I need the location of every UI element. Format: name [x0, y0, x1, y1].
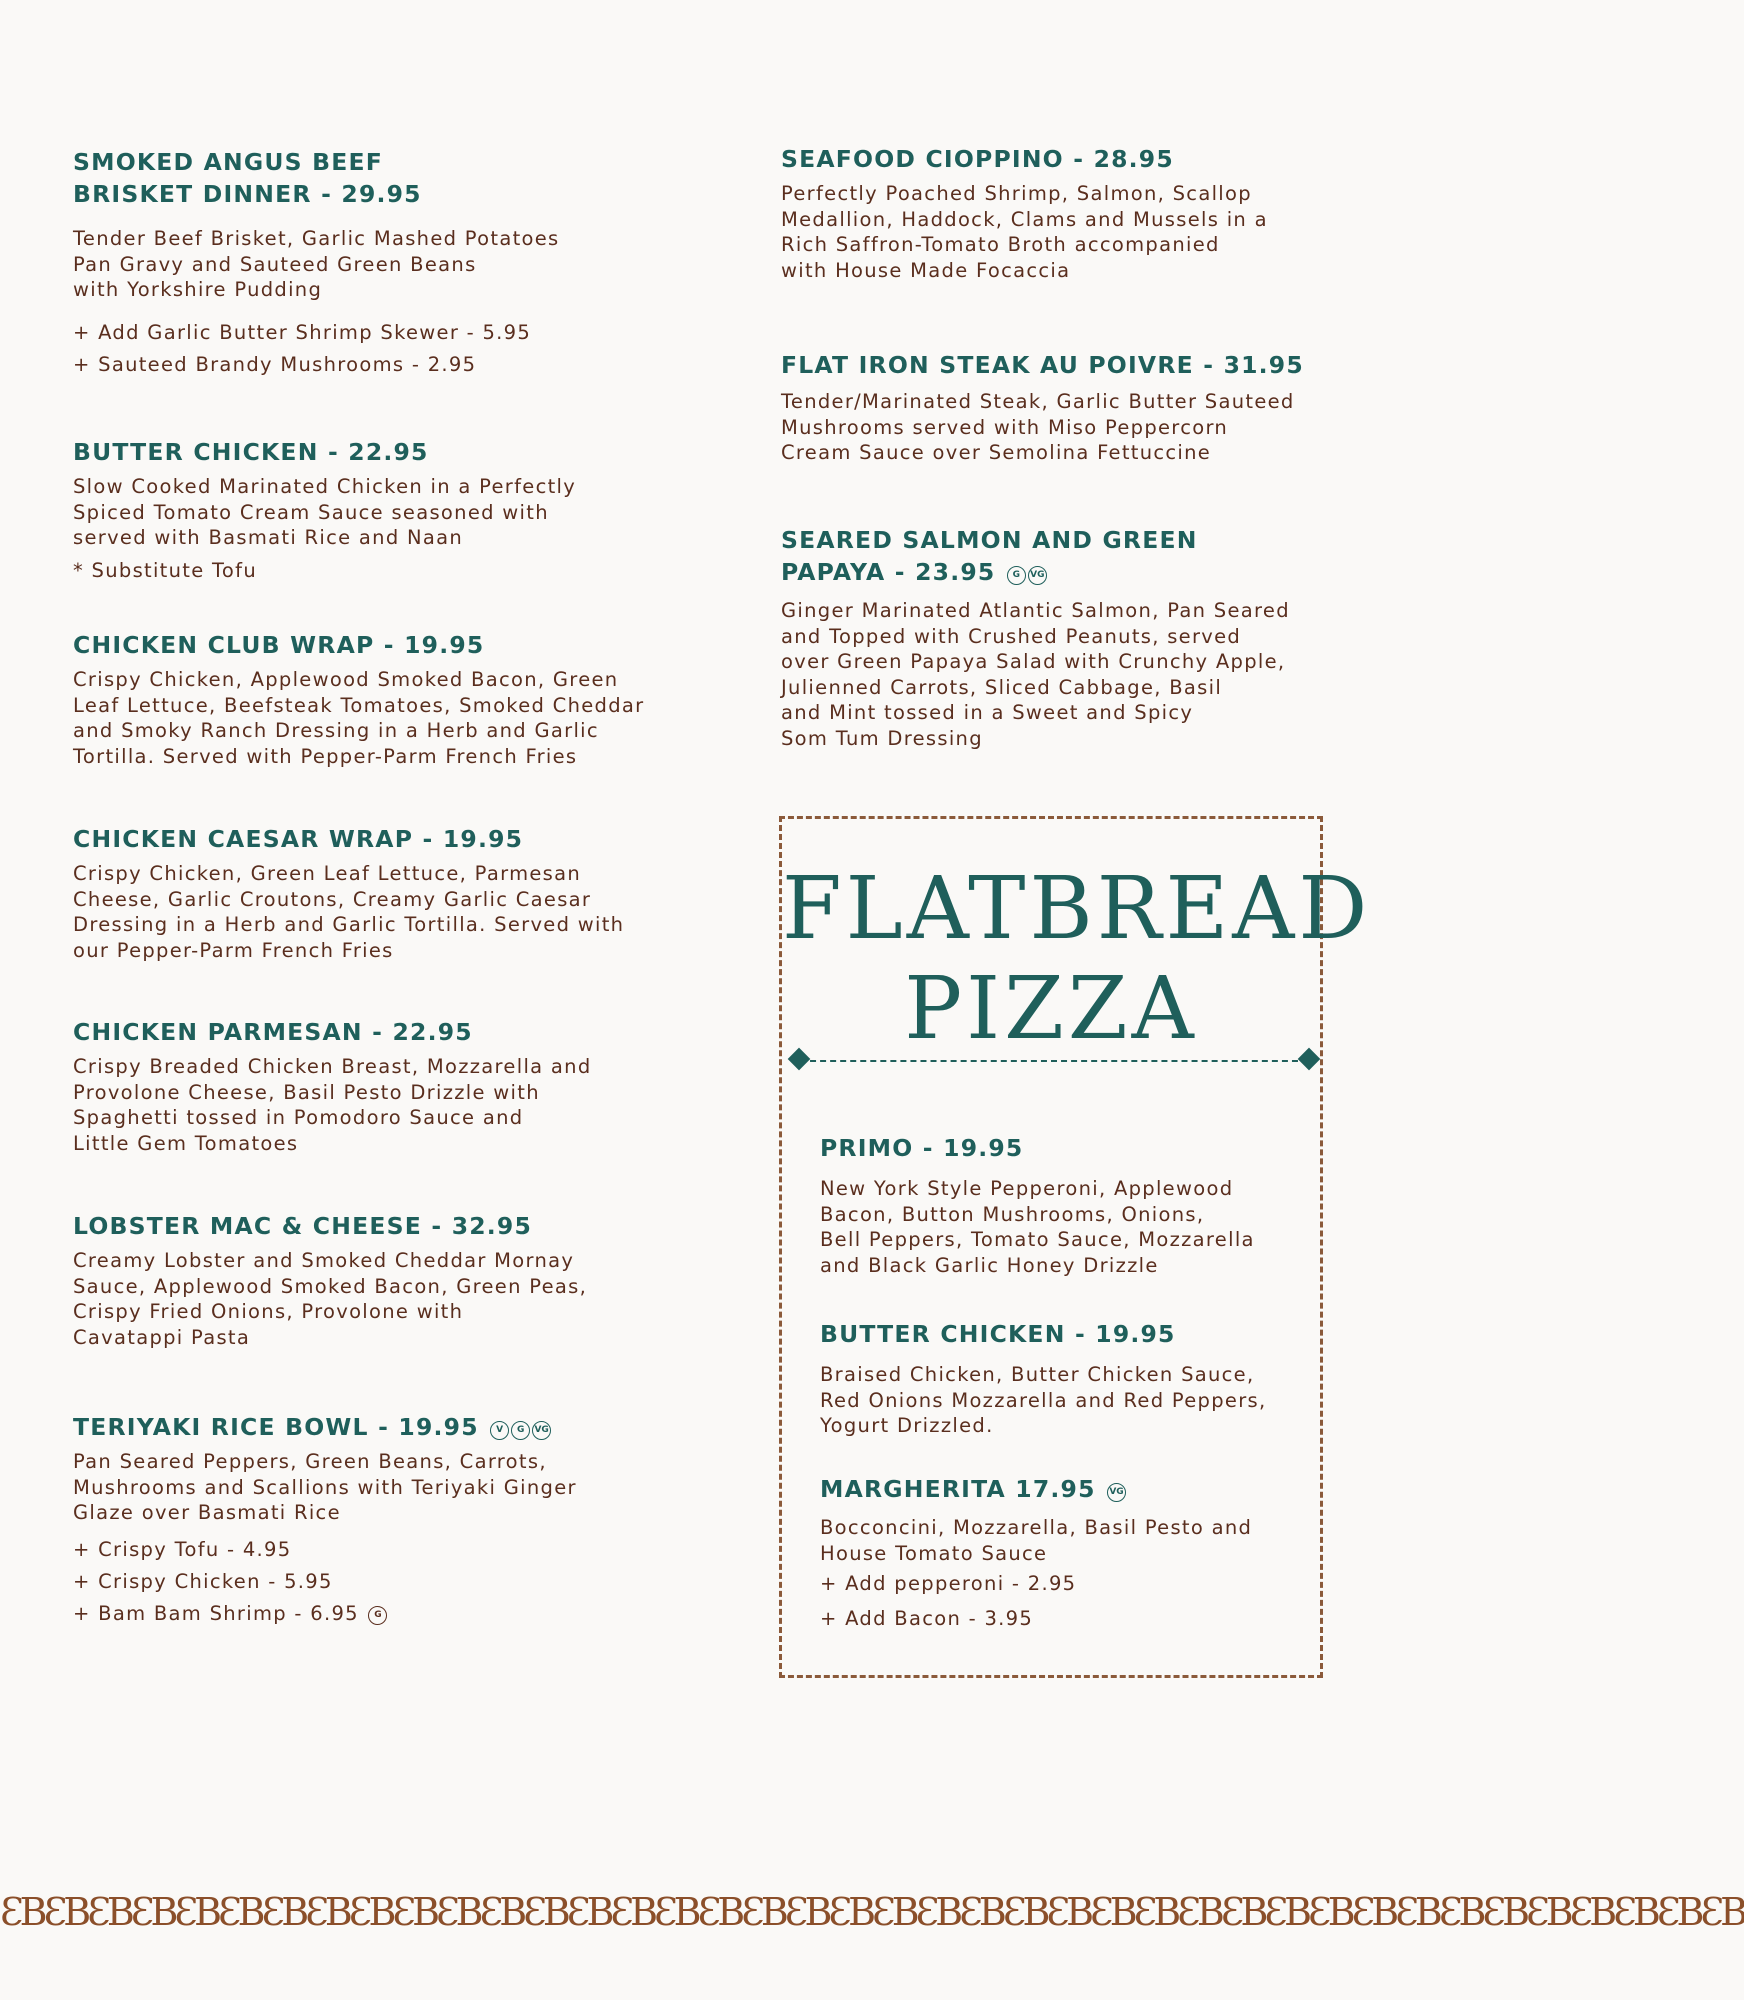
desc-line: Slow Cooked Marinated Chicken in a Perfectly [73, 475, 577, 498]
desc-line: Crispy Chicken, Green Leaf Lettuce, Parmesan [73, 862, 582, 885]
desc-line: Leaf Lettuce, Beefsteak Tomatoes, Smoked Cheddar [73, 693, 645, 717]
vegetarian-icon: V [490, 1421, 509, 1440]
desc-line: Tender Beef Brisket, Garlic Mashed Potatoes [73, 227, 560, 250]
desc-line: Yogurt Drizzled. [820, 1414, 994, 1437]
item-description [73, 667, 693, 769]
heading-line: PIZZA [904, 959, 1198, 1059]
desc-line: Spiced Tomato Cream Sauce seasoned with [73, 500, 549, 524]
item-title: CHICKEN PARMESAN - 22.95 [73, 1018, 473, 1046]
item-addons [73, 1534, 693, 1630]
desc-line: Little Gem Tomatoes [73, 1131, 299, 1155]
item-title: BUTTER CHICKEN - 22.95 [73, 438, 429, 466]
title-line: BRISKET DINNER - 29.95 [73, 180, 422, 208]
pizza-item-butter-chicken [820, 1318, 1300, 1439]
menu-item-chicken-club-wrap [73, 629, 693, 769]
desc-line: Mushrooms served with Miso Peppercorn [781, 415, 1229, 439]
item-addons [820, 1568, 1300, 1635]
desc-line: Crispy Chicken, Applewood Smoked Bacon, Green [73, 668, 619, 691]
addon-line: + Sauteed Brandy Mushrooms - 2.95 [73, 352, 477, 376]
menu-item-teriyaki-bowl [73, 1411, 693, 1630]
item-description [781, 181, 1321, 283]
gluten-free-icon: G [1007, 566, 1026, 585]
menu-item-seafood-cioppino [781, 143, 1321, 283]
title-text: TERIYAKI RICE BOWL - 19.95 [73, 1413, 479, 1441]
item-title: SEAFOOD CIOPPINO - 28.95 [781, 145, 1174, 173]
desc-line: and Smoky Ranch Dressing in a Herb and Garlic [73, 719, 599, 742]
item-description [820, 1176, 1300, 1278]
item-title: PRIMO - 19.95 [820, 1134, 1024, 1162]
item-description [820, 1515, 1300, 1566]
desc-line: Provolone Cheese, Basil Pesto Drizzle with [73, 1080, 540, 1104]
desc-line: Rich Saffron-Tomato Broth accompanied [781, 233, 1220, 256]
desc-line: Crispy Fried Onions, Provolone with [73, 1300, 464, 1323]
dashed-divider [800, 1060, 1308, 1062]
item-title: BUTTER CHICKEN - 19.95 [820, 1320, 1176, 1348]
heading-line: FLATBREAD [782, 859, 1372, 959]
item-title: FLAT IRON STEAK AU POIVRE - 31.95 [781, 351, 1304, 379]
item-description [73, 1248, 693, 1350]
desc-line: Tender/Marinated Steak, Garlic Butter Sauteed [781, 390, 1295, 413]
addon-text: + Bam Bam Shrimp - 6.95 [73, 1601, 359, 1625]
desc-line: Spaghetti tossed in Pomodoro Sauce and [73, 1106, 524, 1129]
desc-line: Perfectly Poached Shrimp, Salmon, Scallop [781, 182, 1252, 205]
footer-monogram-pattern: ƐBƐBƐBƐBƐBƐBƐBƐBƐBƐBƐBƐBƐBƐBƐBƐBƐBƐBƐBƐBƐBƐBƐBƐBƐBƐBƐBƐBƐBƐBƐBƐBƐBƐBƐBƐBƐBƐBƐBƐB [0, 1890, 1744, 1934]
desc-line: Cavatappi Pasta [73, 1325, 251, 1349]
desc-line: New York Style Pepperoni, Applewood [820, 1177, 1234, 1200]
desc-line: and Black Garlic Honey Drizzle [820, 1253, 1159, 1277]
addon-line: + Add Garlic Butter Shrimp Skewer - 5.95 [73, 320, 532, 344]
menu-item-seared-salmon [781, 524, 1321, 751]
desc-line: Pan Seared Peppers, Green Beans, Carrots, [73, 1450, 547, 1473]
menu-item-lobster-mac [73, 1210, 693, 1350]
item-title [73, 146, 693, 210]
desc-line: Sauce, Applewood Smoked Bacon, Green Peas, [73, 1274, 588, 1298]
pizza-item-primo [820, 1132, 1300, 1278]
title-line: SEARED SALMON AND GREEN [781, 526, 1198, 554]
desc-line: Cheese, Garlic Croutons, Creamy Garlic Caesar [73, 887, 592, 911]
vegan-icon: VG [1028, 566, 1047, 585]
addon-line [73, 1598, 693, 1630]
item-addons [73, 317, 693, 381]
item-description [781, 389, 1321, 466]
vegan-icon: VG [1107, 1483, 1126, 1502]
item-description [73, 1054, 693, 1156]
gluten-free-icon: G [368, 1606, 387, 1625]
menu-item-flat-iron-steak [781, 349, 1321, 466]
vegan-icon: VG [532, 1421, 551, 1440]
title-text: PAPAYA - 23.95 [781, 558, 996, 586]
item-title: CHICKEN CLUB WRAP - 19.95 [73, 631, 485, 659]
item-title [781, 524, 1321, 588]
addon-line: + Add Bacon - 3.95 [820, 1607, 1034, 1630]
item-title [820, 1473, 1300, 1505]
desc-line: and Mint tossed in a Sweet and Spicy [781, 701, 1194, 724]
desc-line: Crispy Breaded Chicken Breast, Mozzarella and [73, 1055, 592, 1078]
flatbread-pizza-section [779, 816, 1372, 1678]
item-title [73, 1411, 693, 1443]
item-description [73, 474, 693, 583]
menu-item-chicken-caesar-wrap [73, 823, 693, 963]
addon-line: + Crispy Chicken - 5.95 [73, 1569, 333, 1593]
menu-item-brisket [73, 146, 693, 381]
item-description [781, 598, 1321, 751]
item-description [73, 861, 693, 963]
desc-line: Bocconcini, Mozzarella, Basil Pesto and [820, 1516, 1253, 1539]
desc-line: our Pepper-Parm French Fries [73, 938, 394, 962]
substitute-note: * Substitute Tofu [73, 558, 257, 582]
item-description [820, 1362, 1300, 1439]
desc-line: Braised Chicken, Butter Chicken Sauce, [820, 1363, 1255, 1386]
menu-item-chicken-parmesan [73, 1016, 693, 1156]
menu-item-butter-chicken [73, 436, 693, 583]
desc-line: served with Basmati Rice and Naan [73, 526, 464, 549]
desc-line: Dressing in a Herb and Garlic Tortilla. Served with [73, 913, 625, 936]
desc-line: over Green Papaya Salad with Crunchy Apple, [781, 650, 1286, 673]
desc-line: Bacon, Button Mushrooms, Onions, [820, 1202, 1205, 1226]
desc-line: House Tomato Sauce [820, 1541, 1048, 1565]
desc-line: Mushrooms and Scallions with Teriyaki Ginger [73, 1475, 577, 1499]
title-text: MARGHERITA 17.95 [820, 1475, 1096, 1503]
desc-line: Creamy Lobster and Smoked Cheddar Mornay [73, 1249, 575, 1272]
desc-line: Som Tum Dressing [781, 726, 983, 750]
desc-line: Tortilla. Served with Pepper-Parm French Fries [73, 744, 578, 768]
gluten-free-icon: G [511, 1421, 530, 1440]
item-description [73, 226, 693, 303]
addon-line: + Crispy Tofu - 4.95 [73, 1537, 292, 1561]
desc-line: Cream Sauce over Semolina Fettuccine [781, 441, 1212, 464]
addon-line: + Add pepperoni - 2.95 [820, 1572, 1077, 1595]
desc-line: Pan Gravy and Sauteed Green Beans [73, 252, 477, 276]
desc-line: with House Made Focaccia [781, 258, 1071, 282]
desc-line: with Yorkshire Pudding [73, 278, 323, 301]
pizza-item-margherita [820, 1473, 1300, 1635]
item-description [73, 1449, 693, 1526]
item-title: LOBSTER MAC & CHEESE - 32.95 [73, 1212, 533, 1240]
desc-line: Bell Peppers, Tomato Sauce, Mozzarella [820, 1228, 1255, 1251]
desc-line: Medallion, Haddock, Clams and Mussels in a [781, 207, 1268, 231]
item-title: CHICKEN CAESAR WRAP - 19.95 [73, 825, 524, 853]
title-line: SMOKED ANGUS BEEF [73, 148, 384, 176]
title-line [781, 556, 1321, 588]
desc-line: Ginger Marinated Atlantic Salmon, Pan Seared [781, 599, 1290, 622]
section-heading [782, 859, 1372, 1059]
desc-line: Glaze over Basmati Rice [73, 1501, 341, 1524]
desc-line: and Topped with Crushed Peanuts, served [781, 624, 1242, 648]
desc-line: Red Onions Mozzarella and Red Peppers, [820, 1388, 1267, 1412]
desc-line: Julienned Carrots, Sliced Cabbage, Basil [781, 675, 1223, 699]
